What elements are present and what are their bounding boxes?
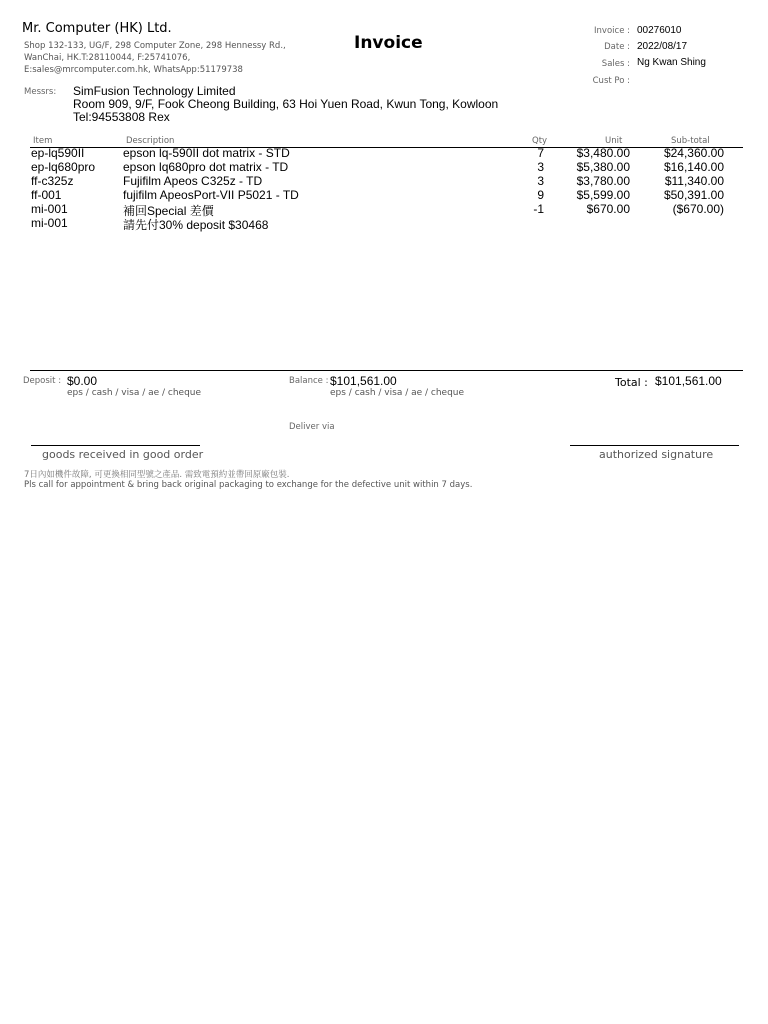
column-header-description: Description xyxy=(126,136,175,146)
cust-po-label: Cust Po : xyxy=(592,76,630,86)
item-code: ff-c325z xyxy=(31,174,74,188)
receiver-signature-line xyxy=(31,445,200,446)
company-address-line: Shop 132-133, UG/F, 298 Computer Zone, 298 Hennessy Rd., xyxy=(24,41,286,51)
item-code: ep-lq590II xyxy=(31,146,85,160)
item-qty: 3 xyxy=(537,160,544,174)
receiver-signature-caption: goods received in good order xyxy=(42,448,204,461)
date-value: 2022/08/17 xyxy=(637,41,688,52)
authorized-signature-caption: authorized signature xyxy=(599,448,714,461)
document-title: Invoice xyxy=(354,33,423,53)
invoice-number-value: 00276010 xyxy=(637,25,682,36)
item-subtotal: $11,340.00 xyxy=(664,174,724,188)
item-qty: 3 xyxy=(537,174,544,188)
item-qty: -1 xyxy=(533,202,544,216)
column-header-unit: Unit xyxy=(605,136,623,146)
item-unit-price: $5,380.00 xyxy=(576,160,630,174)
item-qty: 7 xyxy=(537,146,544,160)
item-qty: 9 xyxy=(537,188,544,202)
item-description: Fujifilm Apeos C325z - TD xyxy=(123,174,263,188)
column-header-subtotal: Sub-total xyxy=(671,136,710,146)
deposit-value: $0.00 xyxy=(67,374,98,388)
item-description: 請先付30% deposit $30468 xyxy=(123,218,269,232)
warranty-note-chinese: 7日內如機件故障, 可更換相同型號之產品. 需致電預約並帶回原廠包裝. xyxy=(24,470,290,480)
company-address-line: WanChai, HK.T:28110044, F:25741076, xyxy=(24,53,191,63)
deliver-via-label: Deliver via xyxy=(289,422,335,432)
invoice-number-label: Invoice : xyxy=(594,26,630,36)
item-description: epson lq-590II dot matrix - STD xyxy=(123,146,290,160)
total-value: $101,561.00 xyxy=(655,374,722,388)
item-code: mi-001 xyxy=(31,216,68,230)
item-description: fujifilm ApeosPort-VII P5021 - TD xyxy=(123,188,299,202)
balance-value: $101,561.00 xyxy=(330,374,397,388)
customer-phone: Tel:94553808 Rex xyxy=(73,110,170,124)
item-unit-price: $3,780.00 xyxy=(576,174,630,188)
table-row xyxy=(0,174,768,188)
total-label: Total : xyxy=(615,376,648,389)
item-subtotal: $24,360.00 xyxy=(663,146,724,160)
balance-label: Balance : xyxy=(289,376,329,386)
warranty-note-english: Pls call for appointment & bring back original packaging to exchange for the defective unit within 7 days. xyxy=(24,480,473,490)
messrs-label: Messrs: xyxy=(24,87,57,97)
sales-label: Sales : xyxy=(601,59,630,69)
item-subtotal: $16,140.00 xyxy=(663,160,724,174)
item-subtotal: $50,391.00 xyxy=(663,188,724,202)
item-unit-price: $670.00 xyxy=(586,202,630,216)
balance-payment-methods: eps / cash / visa / ae / cheque xyxy=(330,388,465,398)
deposit-label: Deposit : xyxy=(23,376,62,386)
table-row xyxy=(0,202,768,216)
table-row xyxy=(0,146,768,160)
customer-address: Room 909, 9/F, Fook Cheong Building, 63 Hoi Yuen Road, Kwun Tong, Kowloon xyxy=(73,97,499,111)
authorized-signature-line xyxy=(570,445,739,446)
deposit-payment-methods: eps / cash / visa / ae / cheque xyxy=(67,388,202,398)
date-label: Date : xyxy=(604,42,630,52)
customer-name: SimFusion Technology Limited xyxy=(73,84,236,98)
item-code: mi-001 xyxy=(31,202,68,216)
table-row xyxy=(0,216,768,230)
item-description: epson lq680pro dot matrix - TD xyxy=(123,160,289,174)
totals-divider xyxy=(30,370,743,371)
table-row xyxy=(0,188,768,202)
column-header-item: Item xyxy=(33,136,53,146)
item-code: ff-001 xyxy=(31,188,62,202)
item-subtotal: ($670.00) xyxy=(672,202,724,216)
item-unit-price: $3,480.00 xyxy=(576,146,630,160)
company-contact-line: E:sales@mrcomputer.com.hk, WhatsApp:51179738 xyxy=(24,65,243,75)
item-code: ep-lq680pro xyxy=(31,160,96,174)
company-name: Mr. Computer (HK) Ltd. xyxy=(22,21,172,36)
item-description: 補回Special 差價 xyxy=(123,204,214,218)
column-header-qty: Qty xyxy=(532,136,548,146)
table-row xyxy=(0,160,768,174)
sales-value: Ng Kwan Shing xyxy=(637,57,706,68)
item-unit-price: $5,599.00 xyxy=(576,188,630,202)
